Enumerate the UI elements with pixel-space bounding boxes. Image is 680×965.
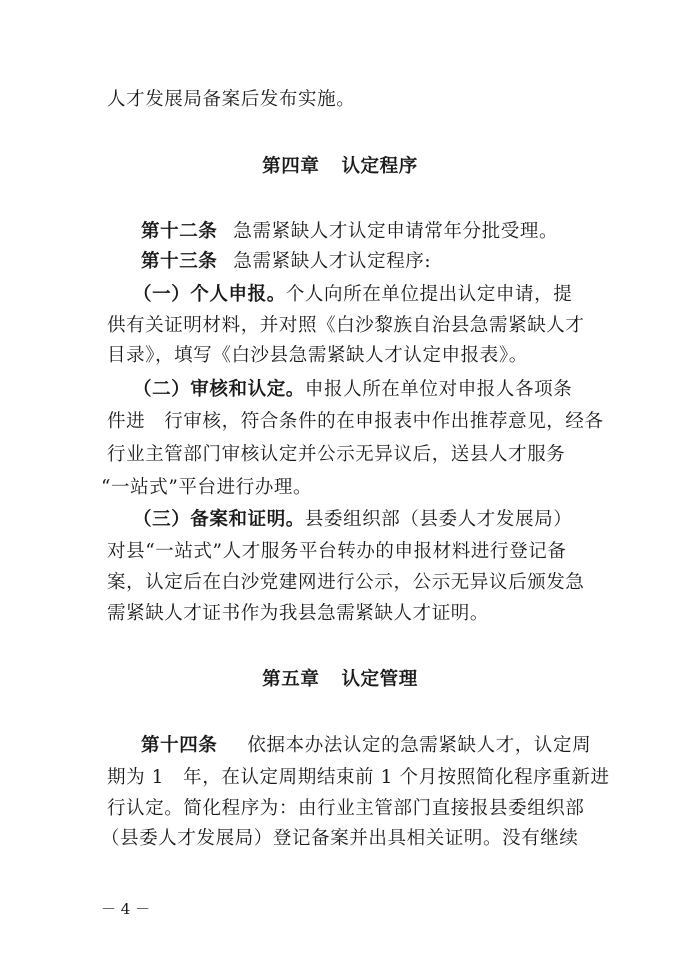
- item-text: 县委组织部（县委人才发展局）: [304, 509, 573, 530]
- article-label: 第十二条: [141, 221, 218, 242]
- article-line: [141, 250, 431, 274]
- article-text: 依据本办法认定的急需紧缺人才，认定周: [247, 735, 592, 756]
- article-text: 急需紧缺人才认定程序:: [233, 251, 432, 272]
- text-line: 对县“一站式”人才服务平台转办的申报材料进行登记备: [107, 541, 567, 562]
- chapter-title: 认定程序: [341, 156, 418, 177]
- text-line: 行认定。简化程序为：由行业主管部门直接报县委组织部: [107, 798, 585, 819]
- chapter-number: 第四章: [262, 156, 320, 177]
- text-line: （县委人才发展局）登记备案并出具相关证明。没有继续: [101, 828, 579, 849]
- text-line: 人才发展局备案后发布实施。: [107, 89, 356, 110]
- text-line: “一站式”平台进行办理。: [101, 477, 313, 498]
- text-line: 需紧缺人才证书作为我县急需紧缺人才证明。: [107, 603, 490, 624]
- item-line: [133, 283, 572, 307]
- item-line: [133, 508, 572, 532]
- chapter-heading: [0, 668, 680, 692]
- article-line: [141, 734, 591, 758]
- text-line: 件进 行审核，符合条件的在申报表中作出推荐意见，经各: [107, 411, 604, 432]
- chapter-number: 第五章: [262, 669, 320, 690]
- item-label: （二）审核和认定。: [133, 379, 305, 400]
- item-label: （一）个人申报。: [133, 284, 286, 305]
- article-label: 第十三条: [141, 251, 218, 272]
- item-text: 个人向所在单位提出认定申请，提: [285, 284, 573, 305]
- article-text: 急需紧缺人才认定申请常年分批受理。: [233, 221, 559, 242]
- chapter-title: 认定管理: [341, 669, 418, 690]
- page-number: － 4 －: [101, 900, 151, 918]
- text-line: 行业主管部门审核认定并公示无异议后，送县人才服务: [107, 444, 566, 465]
- item-line: [133, 378, 572, 402]
- text-line: 期为 1 年，在认定周期结束前 1 个月按照简化程序重新进: [107, 767, 610, 788]
- text-line: 供有关证明材料，并对照《白沙黎族自治县急需紧缺人才: [107, 315, 585, 336]
- text-line: 目录》，填写《白沙县急需紧缺人才认定申报表》。: [107, 345, 528, 366]
- article-label: 第十四条: [141, 735, 218, 756]
- article-line: [141, 220, 558, 244]
- item-text: 申报人所在单位对申报人各项条: [304, 379, 573, 400]
- chapter-heading: [0, 155, 680, 179]
- item-label: （三）备案和证明。: [133, 509, 305, 530]
- text-line: 案，认定后在白沙党建网进行公示，公示无异议后颁发急: [107, 572, 585, 593]
